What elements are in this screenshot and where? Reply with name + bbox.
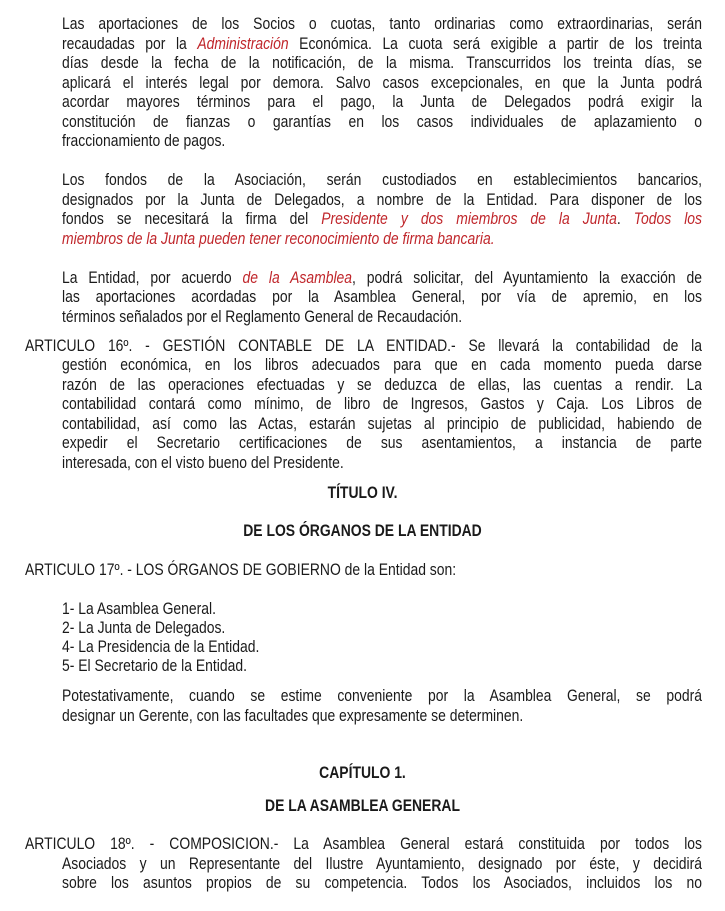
text: 2- La Junta de Delegados.: [62, 619, 226, 637]
text: designados por la Junta de Delegados, a nombre de la Entidad. Para disponer de los: [62, 191, 702, 209]
paragraph-line: [62, 190, 702, 210]
paragraph-line: [62, 229, 702, 249]
text: las aportaciones acordadas por la Asamblea General, por vía de apremio, en los: [62, 288, 702, 306]
paragraph-line: [62, 307, 702, 327]
paragraph-line: [62, 209, 702, 229]
text: expedir el Secretario certificaciones de sus asentamientos, a instancia de parte: [62, 434, 702, 452]
highlighted-text: Presidente y dos miembros de la Junta: [321, 210, 617, 228]
text: designar un Gerente, con las facultades que expresamente se determinen.: [62, 707, 524, 725]
text: Potestativamente, cuando se estime conveniente por la Asamblea General, se podrá: [62, 687, 702, 705]
paragraph-line: [62, 414, 702, 434]
text: La Entidad, por acuerdo: [62, 269, 243, 287]
paragraph-line: [62, 131, 702, 151]
chapter-subtitle: [0, 796, 725, 816]
paragraph-line: [62, 686, 702, 706]
text: razón de las operaciones efectuadas y se deduzca de ellas, las cuentas a rendir. La: [62, 376, 702, 394]
paragraph-line: [62, 287, 702, 307]
text: TÍTULO IV.: [327, 484, 398, 502]
text: , podrá solicitar, del Ayuntamiento la exacción de: [352, 269, 702, 287]
paragraph-line: [62, 112, 702, 132]
paragraph-line: [62, 34, 702, 54]
paragraph-line: [62, 92, 702, 112]
text: ARTICULO 17º. - LOS ÓRGANOS DE GOBIERNO de la Entidad son:: [25, 561, 457, 579]
text: contabilidad contará como mínimo, de libro de Ingresos, Gastos y Caja. Los Libros de: [62, 395, 702, 413]
text: fraccionamiento de pagos.: [62, 132, 226, 150]
paragraph-line: [62, 375, 702, 395]
text: fondos se necesitará la firma del: [62, 210, 322, 228]
paragraph-line: [62, 73, 702, 93]
paragraph-line: [62, 53, 702, 73]
text: términos señalados por el Reglamento General de Recaudación.: [62, 308, 463, 326]
text: .: [616, 210, 634, 228]
text: 4- La Presidencia de la Entidad.: [62, 638, 260, 656]
highlighted-text: de la Asamblea: [242, 269, 353, 287]
paragraph-line: [62, 453, 702, 473]
section-title: [0, 483, 725, 503]
text: Asociados y un Representante del Ilustre Ayuntamiento, designado por éste, y decidirá: [62, 855, 702, 873]
paragraph-line: [62, 394, 702, 414]
text: Los fondos de la Asociación, serán custodiados en establecimientos bancarios,: [62, 171, 702, 189]
list-item: [62, 637, 462, 657]
text: ARTICULO 16º. - GESTIÓN CONTABLE DE LA ENTIDAD.- Se llevará la contabilidad de la: [25, 337, 702, 355]
article-17-heading-line: [25, 560, 702, 580]
text: Económica. La cuota será exigible a partir de los treinta: [288, 35, 703, 53]
text: sobre los asuntos propios de su competencia. Todos los Asociados, incluidos los no: [62, 874, 702, 892]
paragraph-line: [62, 170, 702, 190]
list-item: [62, 656, 462, 676]
paragraph-line: [62, 268, 702, 288]
text: 1- La Asamblea General.: [62, 600, 217, 618]
section-subtitle: [0, 521, 725, 541]
paragraph-line: [62, 355, 702, 375]
article-16-heading-line: [25, 336, 702, 356]
highlighted-text: miembros de la Junta pueden tener reconocimiento de firma bancaria.: [62, 230, 495, 248]
highlighted-text: Administración: [197, 35, 289, 53]
list-item: [62, 599, 462, 619]
text: interesada, con el visto bueno del Presidente.: [62, 454, 344, 472]
text: recaudadas por la: [62, 35, 198, 53]
article-18-heading-line: [25, 834, 702, 854]
text: DE LOS ÓRGANOS DE LA ENTIDAD: [243, 522, 482, 540]
text: CAPÍTULO 1.: [319, 764, 406, 782]
text: aplicará el interés legal por demora. Salvo casos excepcionales, en que la Junta podrá: [62, 74, 702, 92]
paragraph-line: [62, 854, 702, 874]
paragraph-line: [62, 433, 702, 453]
text: 5- El Secretario de la Entidad.: [62, 657, 247, 675]
paragraph-line: [62, 706, 702, 726]
text: DE LA ASAMBLEA GENERAL: [265, 797, 460, 815]
text: contabilidad, así como las Actas, estarán sujetas al principio de publicidad, habiendo de: [62, 415, 702, 433]
text: días desde la fecha de la notificación, de la misma. Transcurridos los treinta días, se: [62, 54, 702, 72]
chapter-title: [0, 763, 725, 783]
paragraph-line: [62, 14, 702, 34]
highlighted-text: Todos los: [633, 210, 703, 228]
text: ARTICULO 18º. - COMPOSICION.- La Asamblea General estará constituida por todos los: [25, 835, 702, 853]
text: constitución de fianzas o garantías en los casos individuales de aplazamiento o: [62, 113, 702, 131]
text: Las aportaciones de los Socios o cuotas, tanto ordinarias como extraordinarias, serán: [62, 15, 702, 33]
text: acordar mayores términos para el pago, la Junta de Delegados podrá exigir la: [62, 93, 702, 111]
list-item: [62, 618, 462, 638]
paragraph-line: [62, 873, 702, 893]
text: gestión económica, en los libros adecuados para que en cada momento pueda darse: [62, 356, 702, 374]
